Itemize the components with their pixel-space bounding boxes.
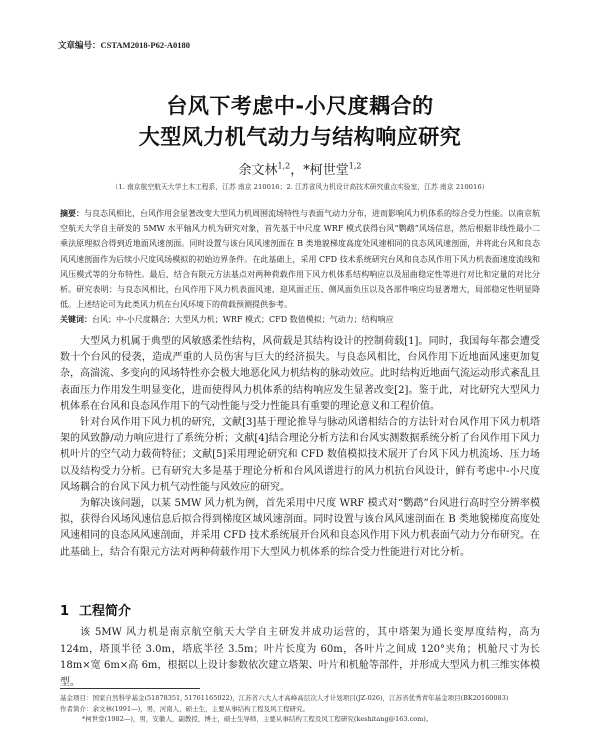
body-paragraph: 针对台风作用下风力机的研究，文献[3]基于理论推导与脉动风谱相结合的方法针对台风作用下风力机塔架的风致静/动力响应进行了系统分析；文献[4]结合理论分析方法和台风实测数据系统分析了台风作用下风力机叶片的空气动力载荷特征；文献[5]采用理论研究和 CFD 数值模拟技术展开了台风下风力机流场、压力场以及结构受力分析。已有研究大多是基于理论分析和台风风谱进行的风力机抗台风设计，鲜有考虑中-小尺度风场耦合的台风下风力机气动性能与风效应的研究。	[60, 417, 540, 493]
footnote-corresponding-author: *柯世堂(1982—)，男，安徽人，副教授，博士，硕士生导师，主要从事结构工程及风工程研究(keshitang@163.com)。	[82, 715, 433, 723]
author-list	[0, 159, 600, 178]
author-name: 余文林	[238, 163, 278, 178]
keywords-text: 台风；中-小尺度耦合；大型风力机；WRF 模式；CFD 数值模拟；气动力；结构响应	[92, 315, 394, 325]
footnote-funding: 基金项目：国家自然科学基金(51878351, 51761165022)，江苏省六大人才高峰高层次人才计划项目(JZ-026)，江苏省优秀青年基金项目(BK20160083)	[60, 694, 509, 702]
paper-title-line1: 台风下考虑中-小尺度耦合的	[166, 94, 434, 118]
section-heading	[60, 600, 141, 619]
footnote-divider	[60, 688, 200, 689]
abstract-text: 与良态风相比，台风作用会显著改变大型风力机周围流场特性与表面气动力分布，进而影响风力机体系的综合受力性能。以南京航空航天大学自主研发的 5MW 水平轴风力机为研究对象，首先基于中尺度 WRF 模式获得台风“鹦鹉”风场信息，然后根据非线性最小二乘法原理拟合得到近地面风速剖面。同时设置与该台风风速剖面在 B 类地貌梯度高度处风速相同的良态风风速剖面，并将此台风和良态风风速剖面作为后续小尺度风场模拟的初始边界条件。在此基础上，采用 CFD 技术系统研究台风和良态风作用下风力机表面速度流线和风压模式等的分布特性。最后，结合有限元方法基点对两种荷载作用下风力机体系结构响应以及屈曲稳定性等进行对比和定量的对比分析。研究表明：与良态风相比，台风作用下风力机表面风速、迎风面正压、侧风面负压以及各部件响应均显著增大，局部稳定性明显降低。上述结论可为此类风力机在台风环境下的荷载预测提供参考。	[60, 209, 540, 310]
keywords-label: 关键词：	[60, 314, 92, 325]
article-id: 文章编号：CSTAM2018-P62-A0180	[58, 40, 191, 50]
author-separator: ，	[290, 163, 304, 178]
body-paragraph: 大型风力机属于典型的风敏感柔性结构，风荷载是其结构设计的控制荷载[1]。同时，我国每年都会遭受数十个台风的侵袭，造成严重的人员伤害与巨大的经济损失。与良态风相比，台风作用下近地面风速更加复杂，高湍流、多变向的风场特性亦会极大地恶化风力机结构的脉动效应。此时结构近地面气流运动形式紊乱且表面压力作用发生明显变化，进而使得风力机体系的结构响应发生显著改变[2]。鉴于此，对比研究大型风力机体系在台风和良态风作用下的气动性能与受力性能具有重要的理论意义和工程价值。	[60, 336, 540, 412]
footnote-block	[60, 693, 550, 725]
section-title: 工程简介	[79, 604, 132, 619]
introduction-body	[60, 334, 540, 561]
body-paragraph: 为解决该问题，以某 5MW 风力机为例，首先采用中尺度 WRF 模式对“鹦鹉”台风进行高时空分辨率模拟，获得台风场风速信息后拟合得到梯度区域风速剖面。同时设置与该台风风速剖面在 B 类地貌梯度高度处风速相同的良态风风速剖面，并采用 CFD 技术系统展开台风和良态风作用下风力机表面气动力分布研究。在此基础上，结合有限元方法对两种荷载作用下大型风力机体系的综合受力性能进行对比分析。	[60, 498, 540, 558]
affiliation: （1. 南京航空航天大学土木工程系，江苏 南京 210016；2. 江苏省风力机设计高技术研究重点实验室，江苏 南京 210016）	[111, 183, 489, 191]
author-affil-mark: 1,2	[348, 161, 362, 171]
section-body	[60, 625, 540, 691]
keywords-paragraph	[60, 312, 540, 327]
paper-title-line2: 大型风力机气动力与结构响应研究	[138, 125, 462, 149]
footnote-author-bio: 作者简介：余文林(1991—)，男，河南人，硕士生，主要从事结构工程及风工程研究。	[60, 704, 310, 713]
abstract-paragraph	[60, 206, 540, 312]
body-paragraph: 该 5MW 风力机是南京航空航天大学自主研发并成功运营的，其中塔架为通长变厚度结构，高为 124m，塔顶半径 3.0m，塔底半径 3.5m；叶片长度为 60m，各叶片之间成 120°夹角；机舱尺寸为长 18m×宽 6m×高 6m，根据以上设计参数依次建立塔架、叶片和机舱等部件，并形成大型风力机三维实体模型。	[60, 627, 540, 688]
author-affil-mark: 1,2	[277, 161, 291, 171]
abstract-label: 摘要：	[60, 208, 84, 218]
abstract-block	[60, 206, 540, 328]
section-number: 1	[60, 604, 70, 619]
author-name: *柯世堂	[303, 163, 349, 178]
